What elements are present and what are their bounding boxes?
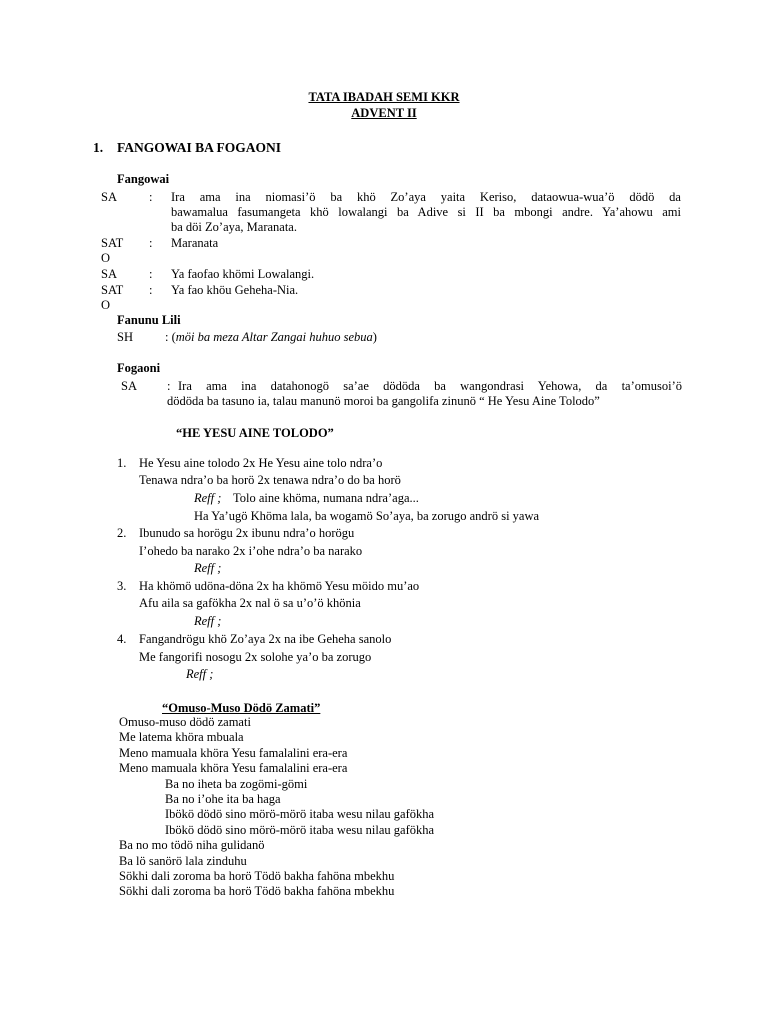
fangowai-line: Ya fao khöu Geheha-Nia. [171, 283, 299, 297]
verse-line: Ibunudo sa horögu 2x ibunu ndra’o horögu [139, 526, 355, 540]
song-title: “HE YESU AINE TOLODO” [176, 426, 334, 440]
document-title: TATA IBADAH SEMI KKR [308, 90, 460, 104]
reff-label: Reff ; [194, 561, 222, 575]
lyric-line: Ba lö sanörö lala zinduhu [119, 853, 247, 868]
fangowai-line: Maranata [171, 236, 219, 250]
paren-open: ( [171, 330, 176, 344]
speaker-label: SA [121, 379, 137, 393]
reff-label: Reff ; [186, 667, 214, 681]
verse-number: 3. [117, 579, 127, 593]
lyric-line: Ibökö dödö sino mörö-mörö itaba wesu nilau gafökha [165, 807, 435, 822]
verse-number: 2. [117, 526, 127, 540]
fangowai-line: Ya faofao khömi Lowalangi. [171, 267, 315, 281]
speaker-label: SA [101, 190, 117, 204]
lyric-line: Omuso-muso dödö zamati [119, 715, 251, 729]
section-number: 1. [93, 140, 104, 155]
fogaoni-line: Ira ama ina datahonogö sa’ae dödöda ba wangondrasi Yehowa, da ta’omusoi’ö [178, 379, 682, 393]
song-title: “Omuso-Muso Dödö Zamati” [162, 701, 321, 715]
section-heading: FANGOWAI BA FOGAONI [117, 140, 282, 155]
fangowai-title: Fangowai [117, 172, 170, 186]
speaker-label: SAT [101, 283, 124, 297]
lyric-line: Sökhi dali zoroma ba horö Tödö bakha fahöna mbekhu [119, 884, 395, 899]
document-subtitle: ADVENT II [351, 106, 417, 120]
speaker-label: SA [101, 267, 117, 281]
lyric-line: Meno mamuala khöra Yesu famalalini era-era [119, 761, 348, 776]
verse-line: Ha khömö udöna-döna 2x ha khömö Yesu möido mu’ao [139, 579, 420, 593]
fogaoni-title: Fogaoni [117, 361, 161, 375]
fangowai-line: ba döi Zo’aya, Maranata. [171, 220, 297, 234]
lyric-line: Sökhi dali zoroma ba horö Tödö bakha fahöna mbekhu [119, 869, 395, 883]
reff-label: Reff ; [194, 491, 222, 505]
speaker-label: SH [117, 330, 133, 344]
verse-line: Afu aila sa gafökha 2x nal ö sa u’o’ö khönia [139, 596, 361, 610]
fangowai-line: bawamalua fasumangeta khö lowalangi ba Adive si II ba mbongi andre. Ya’ahowu ami [171, 205, 681, 219]
fangowai-line: Ira ama ina niomasi’ö ba khö Zo’aya yaita Keriso, dataowua-wua’ö dödö da [171, 190, 681, 204]
verse-number: 1. [117, 456, 127, 470]
lyric-line: Ba no iheta ba zogömi-gömi [165, 776, 308, 791]
reff-label: Reff ; [194, 614, 222, 628]
speaker-colon: : [165, 330, 169, 344]
reff-line: Tolo aine khöma, numana ndra’aga... [233, 491, 419, 505]
fogaoni-line: dödöda ba tasuno ia, talau manunö moroi ba gangolifa zinunö “ He Yesu Aine Tolodo” [167, 394, 600, 408]
lyric-line: Meno mamuala khöra Yesu famalalini era-era [119, 745, 348, 760]
speaker-label: SAT [101, 236, 124, 250]
speaker-label-wrap: O [101, 251, 111, 265]
speaker-colon: : [149, 236, 153, 250]
speaker-colon: : [149, 283, 153, 297]
lyric-line: Ba no mo tödö niha gulidanö [119, 838, 265, 853]
fanunu-lili-title: Fanunu Lili [117, 313, 181, 327]
lyric-line: Ibökö dödö sino mörö-mörö itaba wesu nilau gafökha [165, 822, 435, 837]
paren-close: ) [372, 330, 377, 344]
verse-line: He Yesu aine tolodo 2x He Yesu aine tolo ndra’o [139, 456, 383, 470]
verse-number: 4. [117, 632, 127, 646]
instruction-text: möi ba meza Altar Zangai huhuo sebua [175, 330, 373, 344]
fanunu-lili-instruction [165, 330, 377, 345]
speaker-label-wrap: O [101, 298, 111, 312]
verse-line: I’ohedo ba narako 2x i’ohe ndra’o ba narako [139, 544, 363, 558]
speaker-colon: : [149, 190, 153, 204]
reff-line: Ha Ya’ugö Khöma lala, ba wogamö So’aya, ba zorugo andrö si yawa [194, 509, 540, 523]
verse-line: Fangandrögu khö Zo’aya 2x na ibe Geheha sanolo [139, 632, 392, 646]
lyric-line: Me latema khöra mbuala [119, 730, 244, 745]
verse-line: Tenawa ndra’o ba horö 2x tenawa ndra’o do ba horö [139, 473, 401, 487]
speaker-colon: : [167, 379, 171, 393]
lyric-line: Ba no i’ohe ita ba haga [165, 792, 281, 806]
verse-line: Me fangorifi nosogu 2x solohe ya’o ba zorugo [139, 650, 372, 664]
speaker-colon: : [149, 267, 153, 281]
